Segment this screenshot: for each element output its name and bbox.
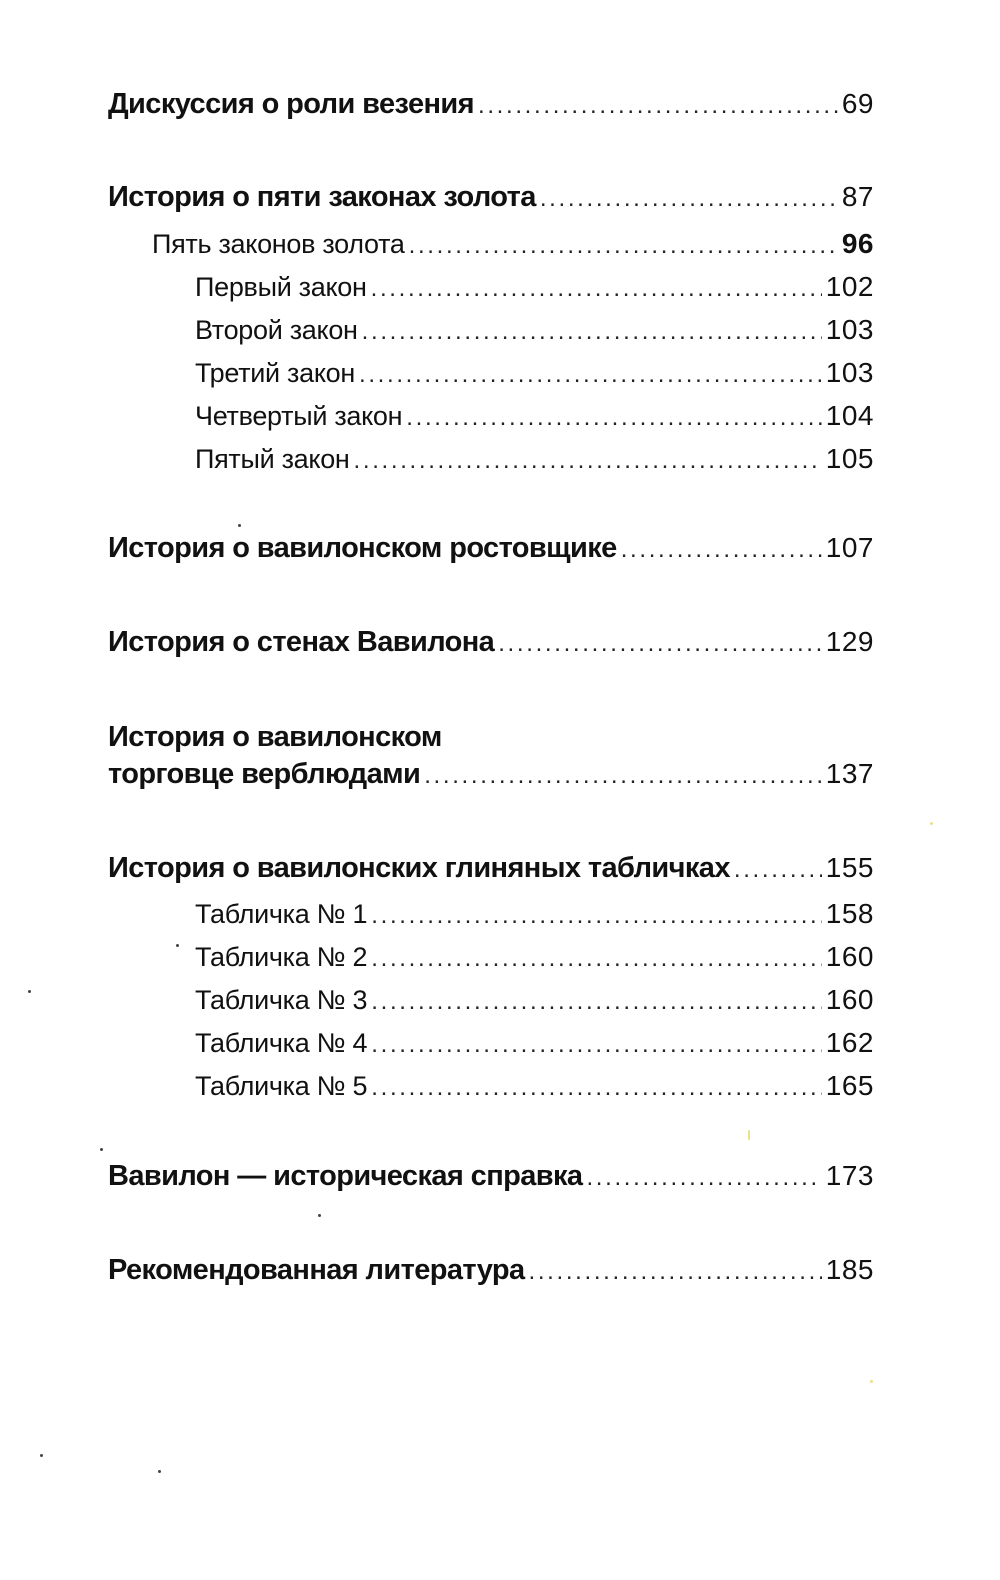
toc-entry-page: 173 (825, 1160, 874, 1191)
toc-entry-title: торговце верблюдами (108, 758, 421, 790)
toc-entry-title: Табличка № 1 (195, 899, 368, 929)
toc-entry-title: Дискуссия о роли везения (108, 88, 474, 120)
toc-entry-page: 104 (825, 400, 874, 431)
toc-subentry[interactable] (195, 1072, 874, 1100)
scan-speck (100, 1148, 103, 1151)
toc-entry-title: Пятый закон (195, 444, 350, 474)
toc-entry[interactable] (108, 1256, 874, 1285)
toc-entry[interactable] (108, 628, 874, 657)
toc-entry-title: Второй закон (195, 315, 358, 345)
toc-entry-page: 96 (841, 228, 874, 259)
toc-entry-title: История о стенах Вавилона (108, 626, 495, 658)
toc-entry-title: Табличка № 3 (195, 985, 368, 1015)
toc-entry-title: Вавилон — историческая справка (108, 1160, 583, 1192)
toc-subentry[interactable] (195, 316, 874, 344)
toc-subentry[interactable] (195, 359, 874, 387)
leader-dots (478, 94, 838, 118)
scan-speck (28, 990, 31, 993)
leader-dots (362, 320, 822, 344)
leader-dots (528, 1260, 821, 1284)
toc-entry-title: Первый закон (195, 272, 367, 302)
toc-entry-title: Рекомендованная литература (108, 1254, 525, 1286)
toc-entry[interactable] (108, 534, 874, 563)
leader-dots (424, 764, 822, 788)
toc-subentry[interactable] (195, 943, 874, 971)
leader-dots (371, 990, 822, 1014)
toc-entry-title: История о вавилонских глиняных табличках (108, 852, 730, 884)
toc-entry-page: 102 (825, 271, 874, 302)
leader-dots (734, 858, 822, 882)
toc-entry-title: История о пяти законах золота (108, 181, 536, 213)
toc-entry-page: 158 (825, 898, 874, 929)
toc-entry-page: 185 (825, 1254, 874, 1285)
leader-dots (371, 904, 822, 928)
toc-entry-page: 105 (825, 443, 874, 474)
toc-entry-title: Табличка № 4 (195, 1028, 368, 1058)
leader-dots (540, 187, 838, 211)
toc-entry-page: 107 (825, 532, 874, 563)
scan-speck (870, 1380, 873, 1383)
toc-subentry[interactable] (195, 986, 874, 1014)
toc-entry-page: 137 (825, 758, 874, 789)
toc-subentry[interactable] (195, 445, 874, 473)
toc-entry-title-line1: История о вавилонском (108, 721, 442, 753)
toc-subentry[interactable] (195, 273, 874, 301)
toc-entry-page: 165 (825, 1070, 874, 1101)
leader-dots (359, 363, 822, 387)
leader-dots (409, 234, 838, 258)
toc-entry-page: 103 (825, 314, 874, 345)
toc-entry-title: Табличка № 5 (195, 1071, 368, 1101)
toc-subentry[interactable] (195, 402, 874, 430)
toc-entry-title: Четвертый закон (195, 401, 403, 431)
leader-dots (406, 406, 822, 430)
toc-entry[interactable] (108, 90, 874, 119)
scan-speck (930, 822, 933, 825)
scan-speck (238, 524, 241, 527)
leader-dots (371, 1076, 822, 1100)
toc-entry-page: 103 (825, 357, 874, 388)
toc-entry-title: История о вавилонском ростовщике (108, 532, 617, 564)
toc-entry-page: 69 (841, 88, 874, 119)
leader-dots (371, 277, 822, 301)
leader-dots (371, 1033, 822, 1057)
toc-entry[interactable] (108, 183, 874, 212)
toc-subentry[interactable] (152, 230, 874, 258)
scan-speck (748, 1130, 750, 1140)
toc-subentry[interactable] (195, 900, 874, 928)
toc-subentry[interactable] (195, 1029, 874, 1057)
toc-entry-title: Третий закон (195, 358, 355, 388)
leader-dots (586, 1166, 821, 1190)
leader-dots (371, 947, 822, 971)
scan-speck (40, 1454, 43, 1457)
toc-entry-page: 155 (825, 852, 874, 883)
toc-entry-page: 129 (825, 626, 874, 657)
toc-entry[interactable] (108, 760, 874, 789)
leader-dots (621, 538, 822, 562)
toc-entry-page: 160 (825, 984, 874, 1015)
toc-entry-page: 162 (825, 1027, 874, 1058)
toc-entry-title: Пять законов золота (152, 229, 405, 259)
scan-speck (158, 1470, 161, 1473)
toc-entry-page: 87 (841, 181, 874, 212)
scan-speck (318, 1214, 321, 1217)
toc-entry-title: Табличка № 2 (195, 942, 368, 972)
scan-speck (176, 944, 179, 947)
toc-entry-page: 160 (825, 941, 874, 972)
toc-entry[interactable] (108, 1162, 874, 1191)
leader-dots (498, 632, 822, 656)
leader-dots (354, 449, 822, 473)
toc-entry[interactable] (108, 854, 874, 883)
